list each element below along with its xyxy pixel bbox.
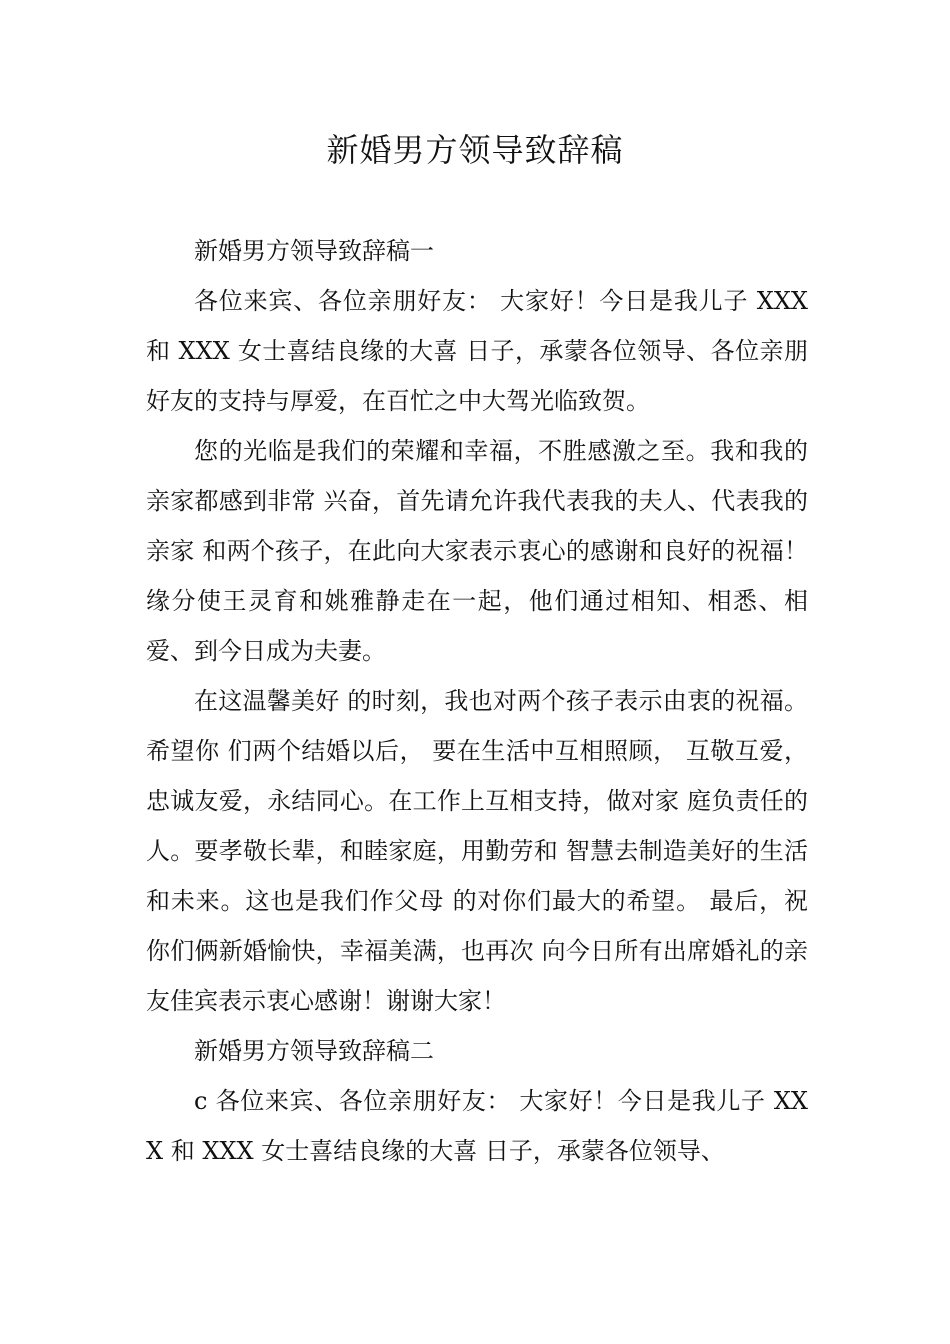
paragraph-1-1: 各位来宾、各位亲朋好友： 大家好！今日是我儿子 XXX 和 XXX 女士喜结良缘的大喜 日子，承蒙各位领导、各位亲朋好友的支持与厚爱，在百忙之中大驾光临致贺。 — [146, 287, 808, 415]
section-heading-1: 新婚男方领导致辞稿一 — [194, 237, 434, 265]
document-body — [146, 226, 808, 1176]
document-title: 新婚男方领导致辞稿 — [326, 131, 624, 169]
paragraph-2-1: c 各位来宾、各位亲朋好友： 大家好！今日是我儿子 XXX 和 XXX 女士喜结良缘的大喜 日子，承蒙各位领导、 — [146, 1087, 808, 1165]
section-heading-2: 新婚男方领导致辞稿二 — [194, 1037, 434, 1065]
paragraph-1-2: 您的光临是我们的荣耀和幸福，不胜感激之至。我和我的亲家都感到非常 兴奋，首先请允许我代表我的夫人、代表我的亲家 和两个孩子，在此向大家表示衷心的感谢和良好的祝福！缘分使王灵育和姚雅静走在一起，他们通过相知、相悉、相爱、到今日成为夫妻。 — [146, 437, 808, 665]
paragraph-1-3: 在这温馨美好 的时刻，我也对两个孩子表示由衷的祝福。希望你 们两个结婚以后， 要在生活中互相照顾， 互敬互爱， 忠诚友爱，永结同心。在工作上互相支持，做对家 庭负责任的人。要孝敬长辈，和睦家庭，用勤劳和 智慧去制造美好的生活和未来。这也是我们作父母 的对你们最大的希望。 最后，祝你们俩新婚愉快，幸福美满，也再次 向今日所有出席婚礼的亲友佳宾表示衷心感谢！谢谢大家！ — [146, 687, 808, 1015]
